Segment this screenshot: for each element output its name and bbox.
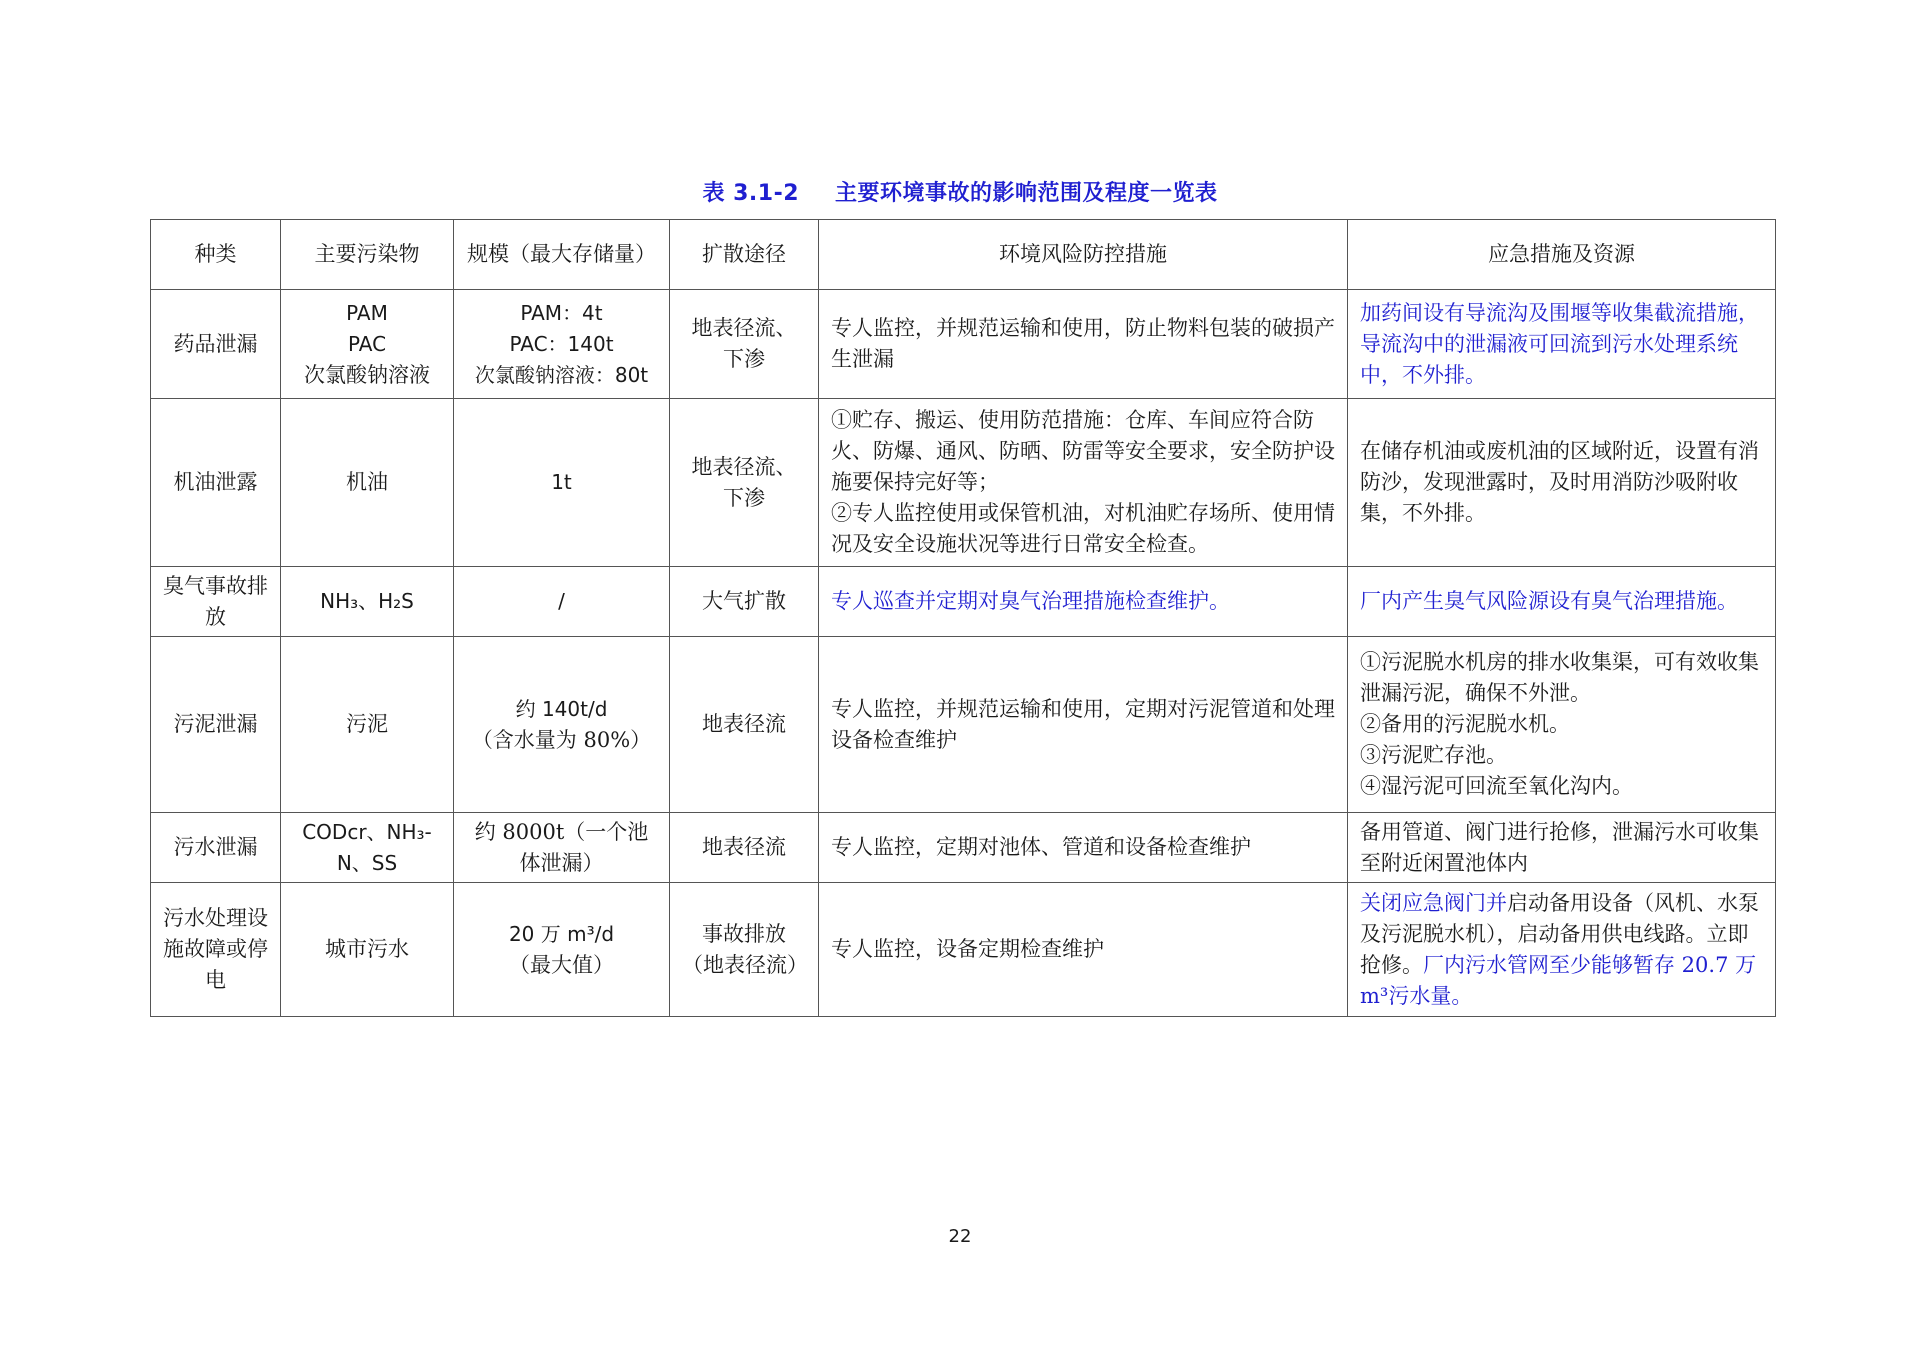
header-emergency: 应急措施及资源 <box>1348 220 1776 290</box>
header-type: 种类 <box>151 220 281 290</box>
cell-type: 药品泄漏 <box>151 290 281 399</box>
environmental-accident-table <box>150 219 1776 1017</box>
page-number: 22 <box>948 1226 972 1247</box>
cell-emergency: 关闭应急阀门并启动备用设备（风机、水泵及污泥脱水机），启动备用供电线路。立即抢修。厂内污水管网至少能够暂存 20.7 万 m³污水量。 <box>1348 883 1776 1017</box>
header-row <box>151 220 1776 290</box>
header-pollutants: 主要污染物 <box>281 220 454 290</box>
table-row <box>151 290 1776 399</box>
cell-scale: PAM：4t PAC：140t 次氯酸钠溶液：80t <box>454 290 670 399</box>
table-row <box>151 567 1776 637</box>
table-row <box>151 399 1776 567</box>
table-row <box>151 637 1776 813</box>
cell-scale: 约 140t/d （含水量为 80%） <box>454 637 670 813</box>
cell-emergency: 在储存机油或废机油的区域附近，设置有消防沙，发现泄露时，及时用消防沙吸附收集，不外排。 <box>1348 399 1776 567</box>
cell-type: 污水泄漏 <box>151 813 281 883</box>
header-route: 扩散途径 <box>670 220 819 290</box>
cell-pollutants: 机油 <box>281 399 454 567</box>
cell-route: 地表径流、下渗 <box>670 290 819 399</box>
cell-prevention: 专人监控，设备定期检查维护 <box>819 883 1348 1017</box>
cell-route: 地表径流、下渗 <box>670 399 819 567</box>
cell-scale: / <box>454 567 670 637</box>
cell-type: 污水处理设施故障或停电 <box>151 883 281 1017</box>
table-row <box>151 883 1776 1017</box>
cell-emergency: 备用管道、阀门进行抢修，泄漏污水可收集至附近闲置池体内 <box>1348 813 1776 883</box>
cell-pollutants: 污泥 <box>281 637 454 813</box>
cell-scale: 约 8000t（一个池体泄漏） <box>454 813 670 883</box>
cell-emergency: 厂内产生臭气风险源设有臭气治理措施。 <box>1348 567 1776 637</box>
header-scale: 规模（最大存储量） <box>454 220 670 290</box>
cell-prevention: 专人巡查并定期对臭气治理措施检查维护。 <box>819 567 1348 637</box>
cell-prevention: 专人监控，并规范运输和使用，定期对污泥管道和处理设备检查维护 <box>819 637 1348 813</box>
cell-prevention: 专人监控，并规范运输和使用，防止物料包装的破损产生泄漏 <box>819 290 1348 399</box>
header-prevention: 环境风险防控措施 <box>819 220 1348 290</box>
cell-type: 机油泄露 <box>151 399 281 567</box>
cell-scale: 1t <box>454 399 670 567</box>
table-title <box>0 176 1920 207</box>
cell-type: 臭气事故排放 <box>151 567 281 637</box>
cell-route: 事故排放（地表径流） <box>670 883 819 1017</box>
cell-pollutants: 城市污水 <box>281 883 454 1017</box>
cell-type: 污泥泄漏 <box>151 637 281 813</box>
cell-route: 大气扩散 <box>670 567 819 637</box>
cell-emergency: ①污泥脱水机房的排水收集渠，可有效收集泄漏污泥，确保不外泄。 ②备用的污泥脱水机。 ③污泥贮存池。 ④湿污泥可回流至氧化沟内。 <box>1348 637 1776 813</box>
cell-route: 地表径流 <box>670 637 819 813</box>
table-row <box>151 813 1776 883</box>
table-number: 表 3.1-2 <box>702 181 800 206</box>
table-title-text: 主要环境事故的影响范围及程度一览表 <box>835 181 1218 206</box>
cell-prevention: ①贮存、搬运、使用防范措施：仓库、车间应符合防火、防爆、通风、防晒、防雷等安全要求，安全防护设施要保持完好等； ②专人监控使用或保管机油，对机油贮存场所、使用情况及安全设施状况等进行日常安全检查。 <box>819 399 1348 567</box>
cell-pollutants: CODcr、NH₃-N、SS <box>281 813 454 883</box>
cell-prevention: 专人监控，定期对池体、管道和设备检查维护 <box>819 813 1348 883</box>
cell-route: 地表径流 <box>670 813 819 883</box>
cell-scale: 20 万 m³/d （最大值） <box>454 883 670 1017</box>
cell-pollutants: NH₃、H₂S <box>281 567 454 637</box>
cell-emergency: 加药间设有导流沟及围堰等收集截流措施，导流沟中的泄漏液可回流到污水处理系统中，不外排。 <box>1348 290 1776 399</box>
cell-pollutants: PAM PAC 次氯酸钠溶液 <box>281 290 454 399</box>
